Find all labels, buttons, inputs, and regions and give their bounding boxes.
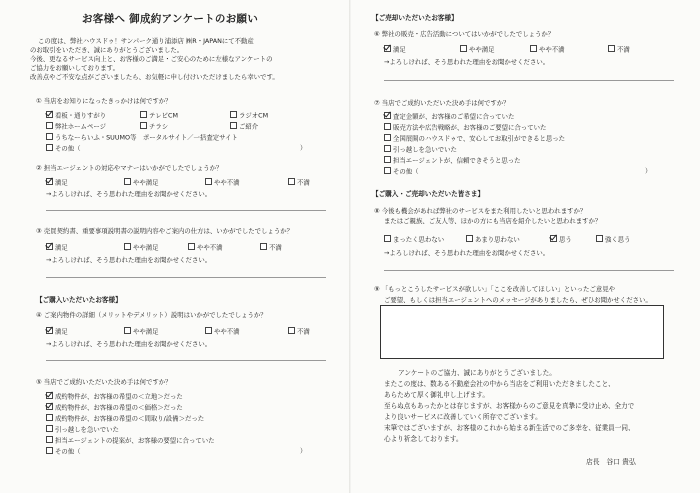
q8-reason-line[interactable] <box>384 270 674 271</box>
checkbox[interactable] <box>288 178 295 185</box>
q5-other-close: ） <box>300 447 307 455</box>
checkbox[interactable] <box>384 167 391 174</box>
q3-option-2[interactable]: やや満足 <box>124 243 159 252</box>
q2-text: ② 担当エージェントの対応やマナーはいかがでしたでしょうか？ <box>36 164 223 172</box>
checkbox[interactable] <box>288 327 295 334</box>
intro-line-5: 改善点やご不安な点がございましたら、お気軽に申し付けいただけましたら幸いです。 <box>30 73 279 81</box>
checkbox[interactable] <box>384 123 391 130</box>
q1-option-other[interactable]: その他（ <box>46 144 81 153</box>
page-title: お客様へ 御成約アンケートのお願い <box>82 13 259 25</box>
q6-option-4[interactable]: 不満 <box>608 45 630 54</box>
checkbox[interactable] <box>384 134 391 141</box>
checkbox[interactable] <box>230 111 237 118</box>
intro-line-4: ご協力をお願いしております。 <box>30 64 119 72</box>
closing-line-3: あらためて厚く御礼申し上げます。 <box>384 391 489 399</box>
closing-line-4: 至らぬ点もあったかとは存じますが、お客様からのご意見を真摯に受け止め、全力で <box>384 402 635 410</box>
q7-option-agent[interactable]: 担当エージェントが、信頼できそうと思った <box>384 156 521 165</box>
intro-line-3: 今後、更なるサービス向上と、お客様のご満足・ご安心のために左様なアンケートの <box>30 55 273 63</box>
q7-option-price[interactable]: 査定金額が、お客様のご希望に合っていた <box>384 112 514 121</box>
q7-option-nationwide[interactable]: 全国展開のハウスドゥで、安心してお取引ができると思った <box>384 134 565 143</box>
closing-line-7: 心より祈念しております。 <box>384 435 463 443</box>
q5-option-price[interactable]: 成約物件が、お客様の希望の＜価格＞だった <box>46 403 183 412</box>
q2-option-2[interactable]: やや満足 <box>124 178 159 187</box>
checkbox[interactable] <box>460 45 467 52</box>
q6-reason-line[interactable] <box>384 80 674 81</box>
closing-line-5: より良いサービスに改善していく所存でございます。 <box>384 413 542 421</box>
checkbox[interactable] <box>124 243 131 250</box>
q8-text: ⑧ 今後も機会があれば弊社のサービスをまた利用したいと思われますか？ <box>374 207 587 215</box>
q5-option-other[interactable]: その他（ <box>46 447 81 456</box>
right-page <box>350 0 700 493</box>
checkbox[interactable] <box>124 178 131 185</box>
checkbox[interactable] <box>188 243 195 250</box>
q4-reason: →よろしければ、そう思われた理由をお聞かせください。 <box>46 340 212 348</box>
checkbox[interactable] <box>608 45 615 52</box>
q7-option-marketing[interactable]: 販売方法や広告戦略が、お客様のご要望に合っていた <box>384 123 546 132</box>
q2-option-4[interactable]: 不満 <box>288 178 310 187</box>
q2-option-3[interactable]: やや不満 <box>205 178 240 187</box>
q3-option-1[interactable]: 満足 <box>46 243 68 252</box>
q8-option-1[interactable]: まったく思わない <box>384 235 444 244</box>
q7-other-close: ） <box>645 167 652 175</box>
checkbox[interactable] <box>596 235 603 242</box>
q8-option-2[interactable]: あまり思わない <box>466 235 520 244</box>
checkbox-checked[interactable] <box>384 112 391 119</box>
checkbox[interactable] <box>260 243 267 250</box>
q4-text: ④ ご案内物件の詳細（メリットやデメリット）説明はいかがでしたでしょうか？ <box>36 311 267 319</box>
checkbox[interactable] <box>124 327 131 334</box>
checkbox-checked[interactable] <box>46 327 53 334</box>
intro-line-1: この度は、弊社ハウスドゥ！サンパーク通り浦添店 ㈱R・JAPANにて不動産 <box>38 37 254 45</box>
checkbox[interactable] <box>466 235 473 242</box>
q4-option-4[interactable]: 不満 <box>288 327 310 336</box>
q1-option-flyer[interactable]: チラシ <box>140 122 168 131</box>
checkbox-checked[interactable] <box>46 111 53 118</box>
checkbox[interactable] <box>140 111 147 118</box>
q7-text: ⑦ 当店でご成約いただいた決め手は何ですか？ <box>374 99 510 107</box>
q1-text: ① 当店をお知りになったきっかけは何ですか？ <box>36 97 172 105</box>
q5-text: ⑤ 当店でご成約いただいた決め手は何ですか？ <box>36 378 172 386</box>
checkbox-checked[interactable] <box>550 235 557 242</box>
checkbox-checked[interactable] <box>46 392 53 399</box>
checkbox[interactable] <box>46 122 53 129</box>
q2-reason: →よろしければ、そう思われた理由をお聞かせください。 <box>46 190 212 198</box>
q7-option-moving[interactable]: 引っ越しを急いでいた <box>384 145 457 154</box>
q1-option-portal[interactable]: うちなーらいふ・SUUMO等 ポータルサイト／一括査定サイト <box>46 133 238 142</box>
checkbox-checked[interactable] <box>46 403 53 410</box>
checkbox[interactable] <box>384 235 391 242</box>
q4-reason-line[interactable] <box>46 360 326 361</box>
checkbox[interactable] <box>46 425 53 432</box>
q4-option-2[interactable]: やや満足 <box>124 327 159 336</box>
q5-option-layout[interactable]: 成約物件が、お客様の希望の＜間取り/設備＞だった <box>46 414 204 423</box>
q4-option-1[interactable]: 満足 <box>46 327 68 336</box>
checkbox[interactable] <box>46 447 53 454</box>
intro-line-2: のお取引をいただき、誠にありがとうございました。 <box>30 46 184 54</box>
q2-option-1[interactable]: 満足 <box>46 178 68 187</box>
q6-option-2[interactable]: やや満足 <box>460 45 495 54</box>
q3-option-3[interactable]: やや不満 <box>188 243 223 252</box>
q5-option-location[interactable]: 成約物件が、お客様の希望の＜立地＞だった <box>46 392 183 401</box>
q8-sub: またはご親族、ご友人等、ほかの方にも当店を紹介したいと思われますか？ <box>384 217 602 225</box>
q8-option-4[interactable]: 強く思う <box>596 235 631 244</box>
q6-reason: →よろしければ、そう思われた理由をお聞かせください。 <box>384 58 550 66</box>
checkbox-checked[interactable] <box>46 243 53 250</box>
section-sale: 【ご売却いただいたお客様】 <box>372 14 458 22</box>
q8-reason: →よろしければ、そう思われた理由をお聞かせください。 <box>384 249 550 257</box>
checkbox-checked[interactable] <box>46 178 53 185</box>
q3-reason-line[interactable] <box>46 277 326 278</box>
section-all: 【ご購入・ご売却いただいた皆さま】 <box>372 190 485 198</box>
checkbox[interactable] <box>205 178 212 185</box>
q1-option-referral[interactable]: ご紹介 <box>230 122 258 131</box>
q9-comment-box[interactable] <box>380 305 664 359</box>
signature: 店長 谷口 貴弘 <box>586 458 636 466</box>
checkbox[interactable] <box>530 45 537 52</box>
q6-text: ⑥ 弊社の販売・広告活動についてはいかがでしたでしょうか？ <box>374 30 555 38</box>
q1-option-tvcm[interactable]: テレビCM <box>140 111 178 120</box>
q7-option-other[interactable]: その他（ <box>384 167 419 176</box>
closing-line-1: アンケートのご協力、誠にありがとうございました。 <box>398 369 556 377</box>
q6-option-1[interactable]: 満足 <box>384 45 406 54</box>
checkbox[interactable] <box>205 327 212 334</box>
q3-text: ③ 売買契約書、重要事項説明書の説明内容やご案内の仕方は、いかがでしたでしょうか？ <box>36 227 293 235</box>
q4-option-3[interactable]: やや不満 <box>205 327 240 336</box>
q5-option-agent[interactable]: 担当エージェントの提案が、お客様の要望に合っていた <box>46 436 215 445</box>
q5-option-moving[interactable]: 引っ越しを急いでいた <box>46 425 119 434</box>
section-purchase: 【ご購入いただいたお客様】 <box>36 296 122 304</box>
q3-reason: →よろしければ、そう思われた理由をお聞かせください。 <box>46 256 212 264</box>
checkbox[interactable] <box>46 144 53 151</box>
closing-line-2: またこの度は、数ある不動産会社の中から当店をご利用いただきましたこと、 <box>384 380 615 388</box>
closing-line-6: 末筆ではございますが、お客様のこれから始まる新生活でのご多幸を、従業員一同、 <box>384 424 635 432</box>
q1-option-homepage[interactable]: 弊社ホームページ <box>46 122 106 131</box>
q9-sub: ご要望、もしくは担当エージェントへのメッセージがありましたら、ぜひお聞かせください。 <box>384 296 652 304</box>
checkbox[interactable] <box>384 145 391 152</box>
q3-option-4[interactable]: 不満 <box>260 243 282 252</box>
q2-reason-line[interactable] <box>46 210 326 211</box>
checkbox[interactable] <box>384 156 391 163</box>
q1-option-signboard[interactable]: 看板・通りすがり <box>46 111 106 120</box>
checkbox[interactable] <box>230 122 237 129</box>
q9-text: ⑨ 「もっとこうしたサービスが欲しい」「ここを改善してほしい」といったご意見や <box>374 285 616 293</box>
checkbox[interactable] <box>46 436 53 443</box>
q6-option-3[interactable]: やや不満 <box>530 45 565 54</box>
checkbox[interactable] <box>46 414 53 421</box>
checkbox[interactable] <box>140 122 147 129</box>
q8-option-3[interactable]: 思う <box>550 235 572 244</box>
checkbox-checked[interactable] <box>384 45 391 52</box>
checkbox[interactable] <box>46 133 53 140</box>
q1-option-radiocm[interactable]: ラジオCM <box>230 111 268 120</box>
q1-other-close: ） <box>300 144 307 152</box>
